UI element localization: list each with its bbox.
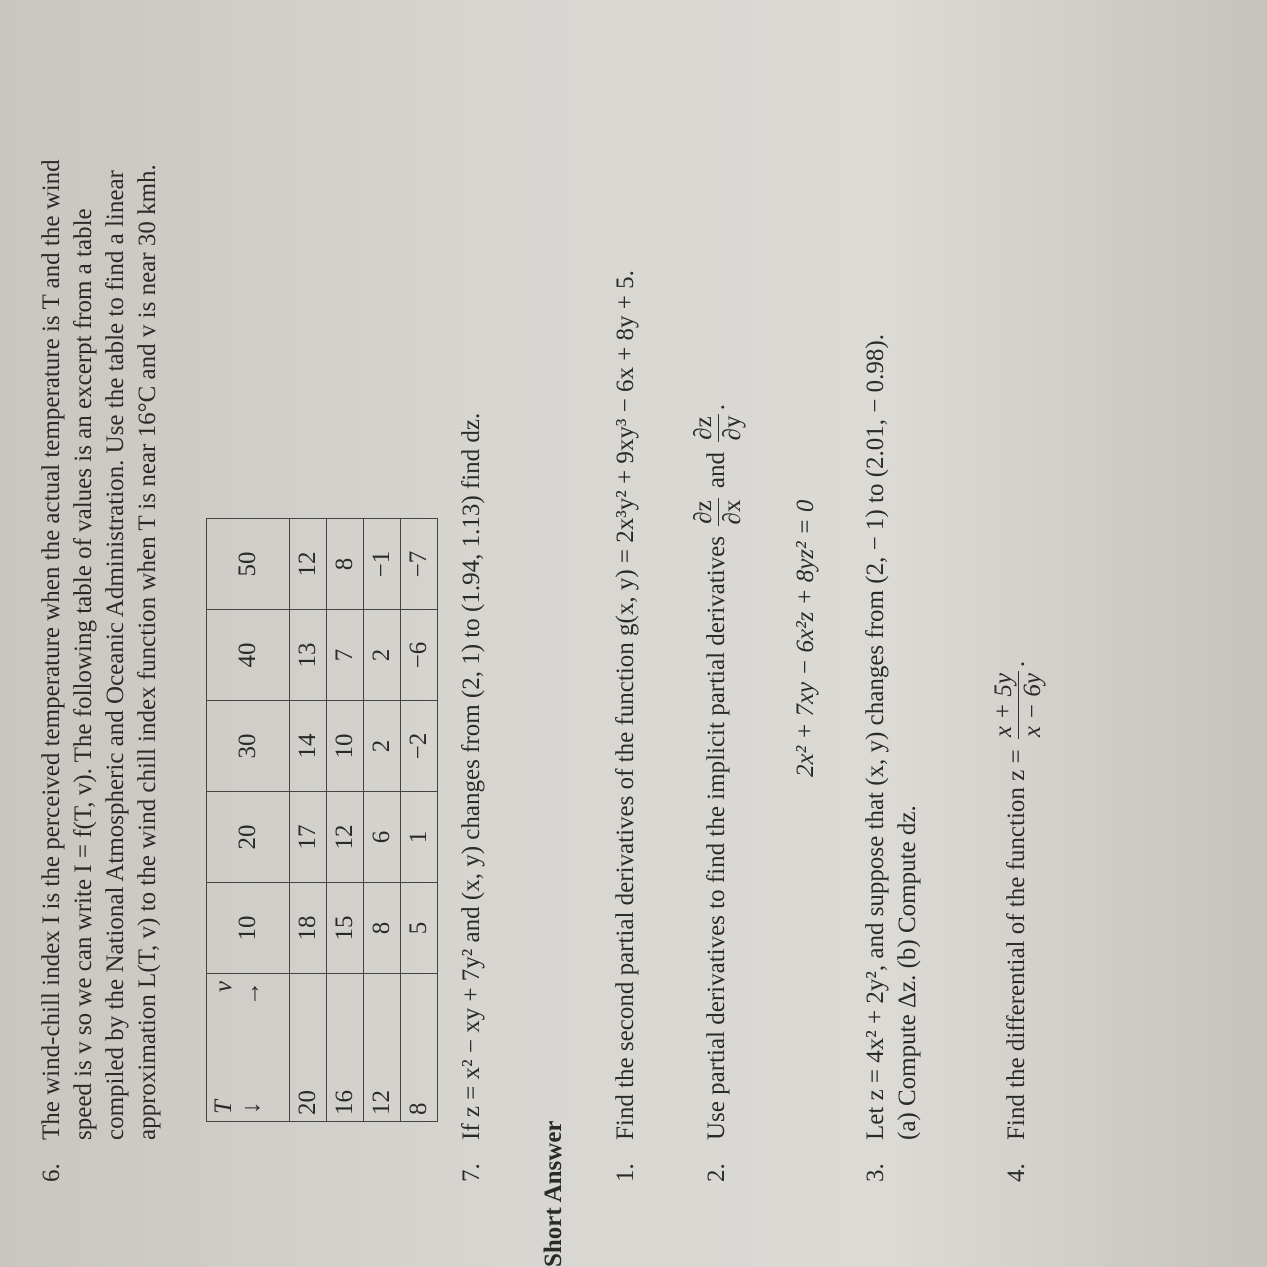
short-answer-2-text: Use partial derivatives to find the implicit partial derivatives [703,536,731,1140]
short-answer-2-equation: 2x² + 7xy − 6x²z + 8yz² = 0 [792,499,819,777]
table-row [364,519,401,1122]
table-cell: 7 [327,610,364,701]
table-header-cell: 30 [207,701,290,792]
period: . [1003,660,1031,668]
corner-v-label: v [210,981,237,993]
table-cell: 15 [327,883,364,974]
table-cell: 1 [401,792,438,883]
corner-T-label: T [210,1100,237,1114]
table-cell: 12 [290,519,327,610]
table-row [401,519,438,1122]
fraction-numerator: x + 5y [990,673,1017,738]
table-cell: 8 [327,519,364,610]
short-answer-2 [690,404,747,1182]
table-cell: 13 [290,610,327,701]
short-answer-1-text: Find the second partial derivatives of the function g(x, y) = 2x³y² + 9xy³ − 6x + 8y + 5. [612,270,639,1140]
question-6 [36,42,164,1182]
table-header-cell: 40 [207,610,290,701]
question-number: 6. [38,1163,65,1182]
table-cell: 2 [364,701,401,792]
fraction-numerator: ∂z [690,500,717,524]
table-header-row [207,519,290,1122]
question-number: 7. [458,1163,485,1182]
arrow-down-icon: ↓ [238,1101,265,1114]
short-answer-4-text: Find the differential of the function z = [1003,749,1031,1140]
fraction-denominator: x − 6y [1019,673,1046,738]
table-cell: 18 [290,883,327,974]
table-cell: 12 [327,792,364,883]
table-row-T: 20 [290,974,327,1122]
section-heading: Short Answer [540,1120,567,1267]
table-header-cell: 20 [207,792,290,883]
partial-z-y-fraction [690,414,747,441]
short-answer-4 [990,661,1047,1182]
table-cell: 6 [364,792,401,883]
table-cell: −2 [401,701,438,792]
question-6-line-2: speed is v so we can write I = f(T, v). The following table of values is an excerpt from a table [70,208,97,1140]
short-answer-3-line-1: Let z = 4x² + 2y², and suppose that (x, y) changes from (2, − 1) to (2.01, − 0.98). [862,334,889,1140]
question-6-line-4: approximation L(T, v) to the wind chill index function when T is near 16°C and v is near 30 kmh. [134,164,161,1140]
table-cell: 5 [401,883,438,974]
table-header-cell: 50 [207,519,290,610]
table-cell: −7 [401,519,438,610]
and-word: and [703,451,731,489]
short-answer-3-line-2: (a) Compute Δz. (b) Compute dz. [894,805,921,1140]
table-row [327,519,364,1122]
fraction-denominator: ∂y [719,415,746,441]
table-cell: 2 [364,610,401,701]
question-7 [456,413,488,1182]
differential-fraction [990,671,1047,739]
question-number: 4. [1003,1163,1031,1182]
fraction-denominator: ∂x [719,499,746,525]
table-cell: 8 [364,883,401,974]
question-6-line-1: The wind-chill index I is the perceived temperature when the actual temperature is T and the wind [38,159,65,1140]
table-row-T: 8 [401,974,438,1122]
table-corner-cell [207,974,290,1122]
short-answer-1 [610,270,642,1182]
table-row-T: 12 [364,974,401,1122]
table-cell: −1 [364,519,401,610]
wind-chill-table [206,518,438,1122]
table-row [290,519,327,1122]
question-6-line-3: compiled by the National Atmospheric and Oceanic Administration. Use the table to find a linear [102,170,129,1140]
partial-z-x-fraction [690,498,747,525]
question-number: 2. [703,1163,731,1182]
period: . [703,404,731,411]
short-answer-3 [860,334,924,1182]
arrow-right-icon: → [238,981,265,1006]
question-7-text: If z = x² − xy + 7y² and (x, y) changes from (2, 1) to (1.94, 1.13) find dz. [458,412,485,1140]
table-cell: 10 [327,701,364,792]
table-cell: 17 [290,792,327,883]
table-cell: −6 [401,610,438,701]
fraction-numerator: ∂z [690,416,717,440]
question-number: 3. [862,1163,889,1182]
table-header-cell: 10 [207,883,290,974]
table-cell: 14 [290,701,327,792]
table-row-T: 16 [327,974,364,1122]
question-number: 1. [612,1163,639,1182]
